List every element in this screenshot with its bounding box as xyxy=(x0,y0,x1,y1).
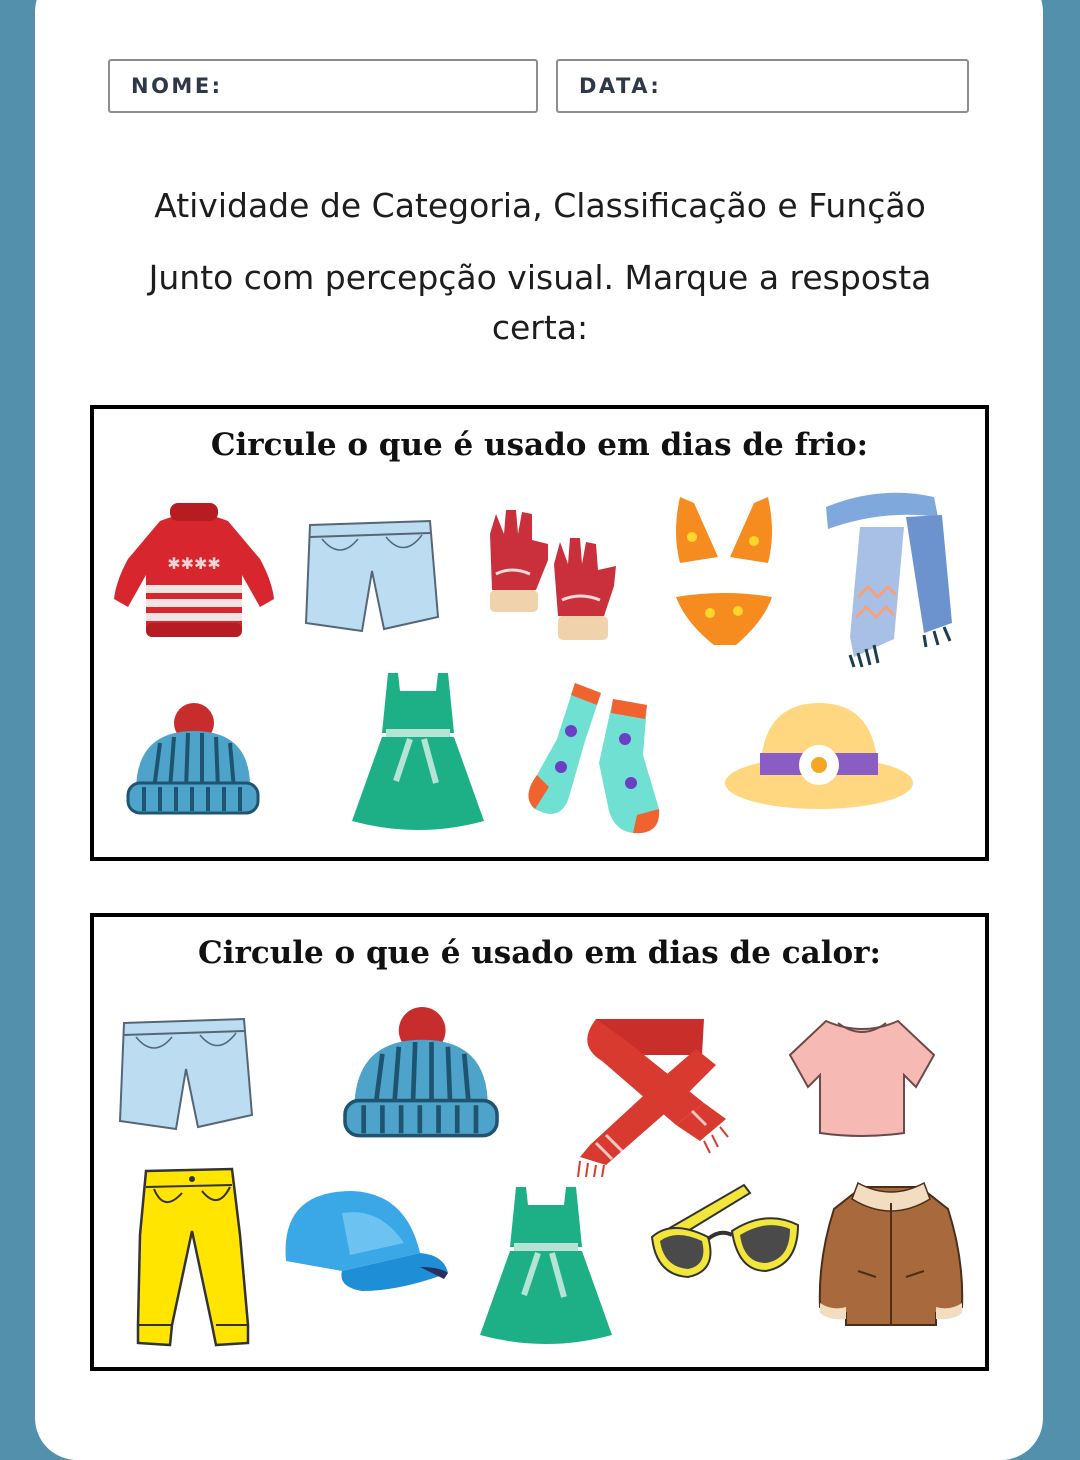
name-field[interactable] xyxy=(108,59,538,113)
sun-hat-icon[interactable] xyxy=(724,701,914,811)
date-field[interactable] xyxy=(556,59,969,113)
cold-section-title: Circule o que é usado em dias de frio: xyxy=(210,427,869,463)
activity-instructions: Junto com percepção visual. Marque a resposta certa: xyxy=(148,258,932,347)
activity-title: Atividade de Categoria, Classificação e Função xyxy=(154,186,926,225)
beanie-icon[interactable] xyxy=(342,1007,500,1145)
dress-icon[interactable] xyxy=(478,1185,614,1351)
socks-icon[interactable] xyxy=(527,679,665,837)
cap-icon[interactable] xyxy=(280,1187,450,1297)
date-label: DATA: xyxy=(579,74,662,98)
hot-section xyxy=(90,913,989,1371)
dress-icon[interactable] xyxy=(350,671,486,837)
denim-shorts-icon[interactable] xyxy=(114,1015,254,1135)
name-label: NOME: xyxy=(131,74,223,98)
bikini-icon[interactable] xyxy=(674,493,774,651)
scarf-icon[interactable] xyxy=(820,487,956,669)
gloves-icon[interactable] xyxy=(482,504,628,644)
cold-section xyxy=(90,405,989,861)
sweater-icon[interactable] xyxy=(110,499,278,639)
sunglasses-icon[interactable] xyxy=(648,1179,800,1283)
scarf-icon[interactable] xyxy=(576,1015,738,1179)
hot-section-title: Circule o que é usado em dias de calor: xyxy=(198,935,881,971)
denim-shorts-icon[interactable] xyxy=(300,517,440,639)
t-shirt-icon[interactable] xyxy=(786,1015,938,1137)
beanie-icon[interactable] xyxy=(126,703,260,821)
jacket-icon[interactable] xyxy=(818,1179,964,1331)
pants-icon[interactable] xyxy=(132,1165,252,1349)
svg-text:✱✱✱✱: ✱✱✱✱ xyxy=(167,554,221,573)
